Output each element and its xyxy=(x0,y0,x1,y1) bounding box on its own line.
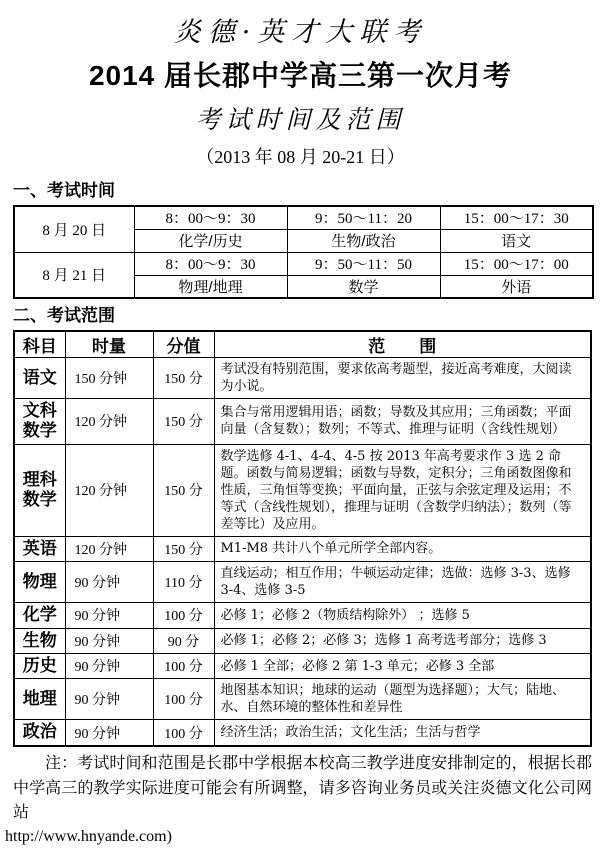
exam-schedule-table xyxy=(13,205,594,299)
table-row xyxy=(14,628,591,653)
table-row xyxy=(14,562,591,603)
scope-range-cell: M1-M8 共计八个单元所学全部内容。 xyxy=(214,536,591,561)
table-row xyxy=(14,252,593,275)
table-row xyxy=(14,399,591,445)
scope-subject-cell: 理科数学 xyxy=(14,444,65,536)
scope-duration-cell: 120 分钟 xyxy=(65,399,153,445)
scope-subject-cell: 语文 xyxy=(14,358,65,399)
scope-range-cell: 必修 1 全部；必修 2 第 1-3 单元；必修 3 全部 xyxy=(214,653,591,678)
scope-score-cell: 100 分 xyxy=(153,603,214,628)
schedule-time-cell: 8：00～9：30 xyxy=(134,206,287,229)
document-subtitle: 考试时间及范围 xyxy=(195,105,406,134)
schedule-subject-cell: 物理/地理 xyxy=(134,275,287,298)
table-row xyxy=(14,536,591,561)
exam-date-line: （2013 年 08 月 20-21 日） xyxy=(196,147,405,167)
schedule-time-cell: 8：00～9：30 xyxy=(134,252,287,275)
scope-range-cell: 地图基本知识；地球的运动（题型为选择题）；大气；陆地、水、自然环境的整体性和差异性 xyxy=(214,679,591,720)
scope-duration-cell: 150 分钟 xyxy=(65,358,153,399)
schedule-subject-cell: 生物/政治 xyxy=(287,229,440,252)
footnote-text: 注：考试时间和范围是长郡中学根据本校高三教学进度安排制定的，根据长郡中学高三的教学实际进度可能会有所调整，请多咨询业务员或关注炎德文化公司网站 xyxy=(13,754,592,822)
section-heading-exam-time: 一、考试时间 xyxy=(13,181,115,200)
scope-score-cell: 150 分 xyxy=(153,536,214,561)
scope-score-cell: 100 分 xyxy=(153,679,214,720)
scope-range-cell: 考试没有特别范围，要求依高考题型，接近高考难度，大阅读为小说。 xyxy=(214,358,591,399)
scope-subject-cell: 文科数学 xyxy=(14,399,65,445)
scope-subject-cell: 历史 xyxy=(14,653,65,678)
table-row xyxy=(14,206,593,229)
schedule-subject-cell: 数学 xyxy=(287,275,440,298)
table-header-row xyxy=(14,331,591,358)
scope-header-score: 分值 xyxy=(153,331,214,358)
scope-range-cell: 必修 1；必修 2（物质结构除外） ；选修 5 xyxy=(214,603,591,628)
scope-header-duration: 时量 xyxy=(65,331,153,358)
table-row xyxy=(14,358,591,399)
scope-score-cell: 110 分 xyxy=(153,562,214,603)
scope-duration-cell: 90 分钟 xyxy=(65,603,153,628)
table-row xyxy=(14,603,591,628)
exam-scope-table xyxy=(13,330,592,747)
scope-range-cell: 必修 1；必修 2；必修 3；选修 1 高考选考部分；选修 3 xyxy=(214,628,591,653)
scope-duration-cell: 90 分钟 xyxy=(65,679,153,720)
scope-range-cell: 经济生活；政治生活；文化生活；生活与哲学 xyxy=(214,720,591,746)
scope-range-cell: 集合与常用逻辑用语；函数；导数及其应用；三角函数；平面向量（含复数）；数列；不等式、推理与证明（含线性规划） xyxy=(214,399,591,445)
scope-range-cell: 数学选修 4-1、4-4、4-5 按 2013 年高考要求作 3 选 2 命题。函数与简易逻辑；函数与导数，定积分；三角函数图像和性质，三角恒等变换；平面向量，正弦与余弦定理及运用；不等式（含线性规划），推理与证明（含数学归纳法）；数列（等差等比）及应用。 xyxy=(214,444,591,536)
scope-subject-cell: 化学 xyxy=(14,603,65,628)
scope-score-cell: 150 分 xyxy=(153,399,214,445)
schedule-time-cell: 9：50～11：50 xyxy=(287,252,440,275)
schedule-subject-cell: 化学/历史 xyxy=(134,229,287,252)
schedule-date-cell: 8 月 21 日 xyxy=(14,252,134,298)
schedule-subject-cell: 外语 xyxy=(440,275,593,298)
scope-subject-cell: 政治 xyxy=(14,720,65,746)
schedule-time-cell: 15：00～17：30 xyxy=(440,206,593,229)
scope-range-cell: 直线运动；相互作用；牛顿运动定律；选做：选修 3-3、选修 3-4、选修 3-5 xyxy=(214,562,591,603)
table-row xyxy=(14,679,591,720)
table-row xyxy=(14,444,591,536)
scope-duration-cell: 90 分钟 xyxy=(65,720,153,746)
scope-score-cell: 100 分 xyxy=(153,720,214,746)
scope-duration-cell: 120 分钟 xyxy=(65,444,153,536)
brand-title: 炎德·英才大联考 xyxy=(173,17,428,48)
scope-subject-cell: 物理 xyxy=(14,562,65,603)
scope-subject-cell: 地理 xyxy=(14,679,65,720)
table-row xyxy=(14,653,591,678)
scope-duration-cell: 90 分钟 xyxy=(65,628,153,653)
scope-score-cell: 150 分 xyxy=(153,444,214,536)
schedule-date-cell: 8 月 20 日 xyxy=(14,206,134,252)
scope-subject-cell: 生物 xyxy=(14,628,65,653)
footnote-url: http://www.hnyande.com) xyxy=(5,828,172,846)
table-row xyxy=(14,720,591,746)
schedule-subject-cell: 语文 xyxy=(440,229,593,252)
schedule-time-cell: 9：50～11：20 xyxy=(287,206,440,229)
scope-score-cell: 90 分 xyxy=(153,628,214,653)
scope-header-subject: 科目 xyxy=(14,331,65,358)
exam-title: 2014 届长郡中学高三第一次月考 xyxy=(88,60,513,91)
scope-subject-cell: 英语 xyxy=(14,536,65,561)
scope-score-cell: 100 分 xyxy=(153,653,214,678)
scope-score-cell: 150 分 xyxy=(153,358,214,399)
schedule-time-cell: 15：00～17：00 xyxy=(440,252,593,275)
scope-header-range: 范 围 xyxy=(214,331,591,358)
scope-duration-cell: 90 分钟 xyxy=(65,653,153,678)
scope-duration-cell: 90 分钟 xyxy=(65,562,153,603)
scope-duration-cell: 120 分钟 xyxy=(65,536,153,561)
section-heading-exam-scope: 二、考试范围 xyxy=(13,306,115,325)
